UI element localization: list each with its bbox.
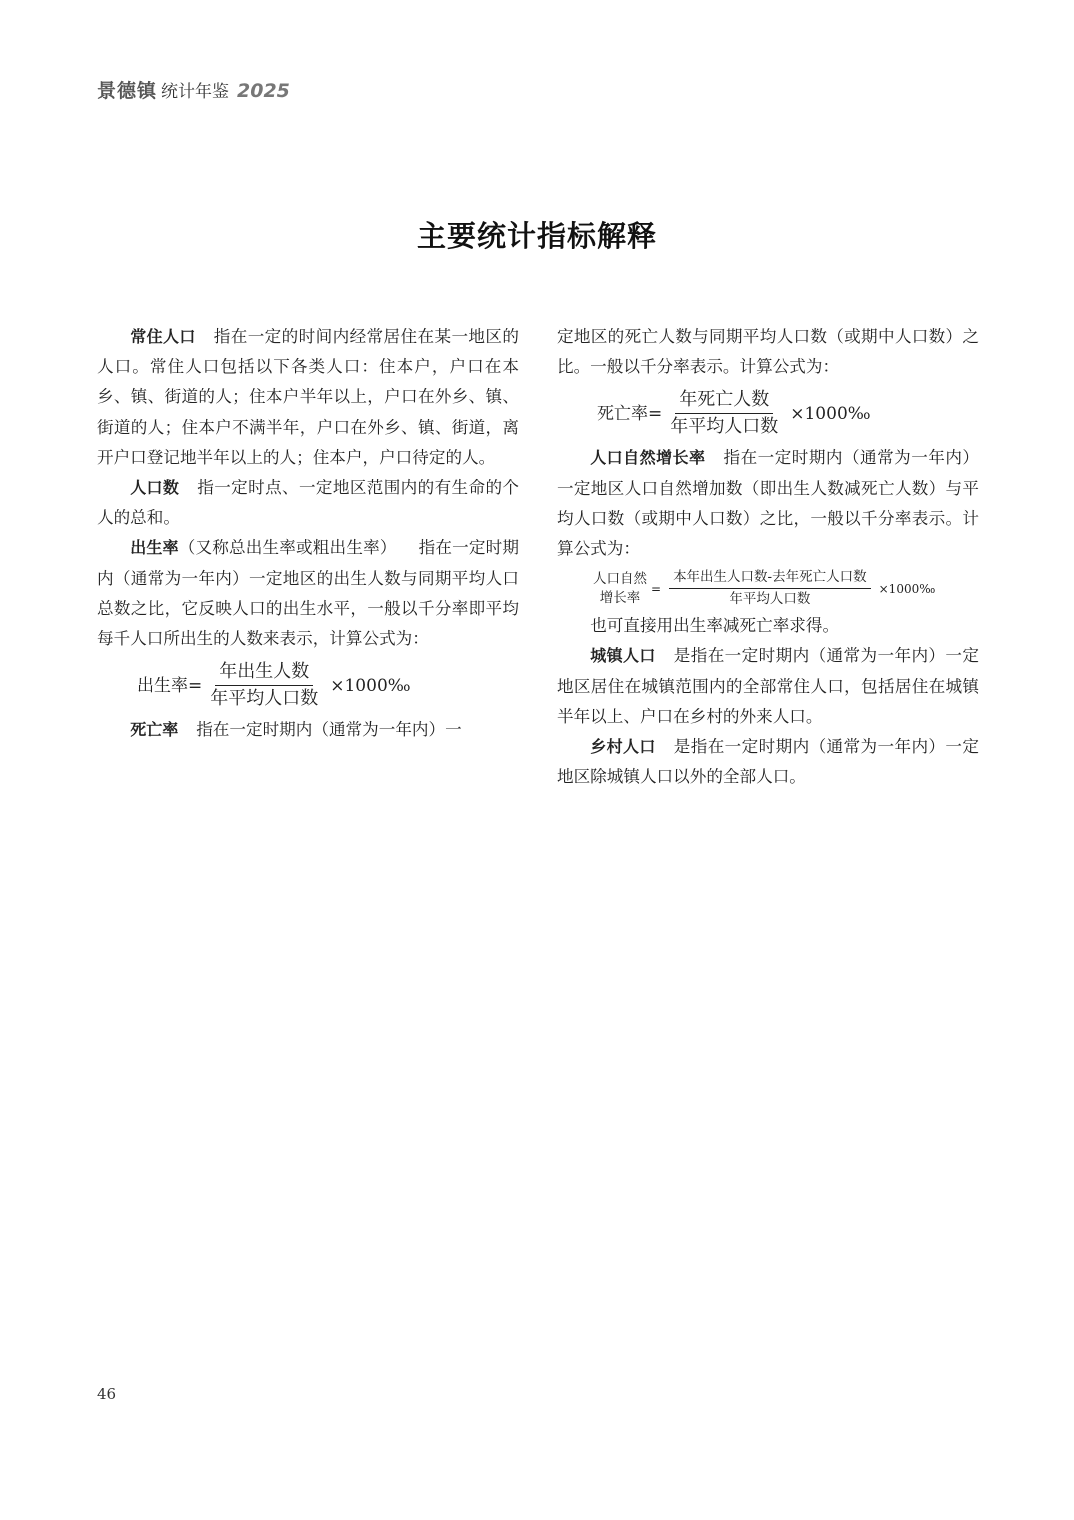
formula-numerator: 年出生人数	[215, 660, 313, 686]
formula-numerator: 年死亡人数	[675, 388, 773, 414]
formula-denominator: 年平均人口数	[210, 688, 319, 710]
formula-birth-rate	[137, 660, 519, 711]
formula-fraction	[666, 388, 782, 439]
header-book-title: 统计年鉴	[161, 82, 230, 102]
definition-chusheng	[97, 533, 519, 654]
definition-ziran	[557, 443, 979, 564]
formula-numerator: 本年出生人口数-去年死亡人口数	[669, 568, 871, 589]
definition-text: 指在一定时期内（通常为一年内）一定地区人口自然增加数（即出生人数减死亡人数）与平均人口数（或期中人口数）之比，一般以千分率表示。计算公式为：	[557, 448, 979, 559]
definition-changzhu	[97, 322, 519, 473]
header-brand: 景德镇	[97, 80, 158, 102]
page-title: 主要统计指标解释	[416, 219, 657, 253]
definition-text: 指一定时点、一定地区范围内的有生命的个人的总和。	[97, 478, 519, 528]
formula-equals: =	[651, 581, 662, 596]
formula-lhs: 死亡率	[597, 403, 648, 424]
definition-text: 指在一定的时间内经常居住在某一地区的人口。常住人口包括以下各类人口：住本户，户口在本乡、镇、街道的人；住本户半年以上，户口在外乡、镇、街道的人；住本户不满半年，户口在外乡、镇、街道，离开户口登记地半年以上的人；住本户，户口待定的人。	[97, 327, 519, 467]
formula-fraction	[669, 568, 871, 609]
term-label: 城镇人口	[590, 646, 656, 666]
right-column	[557, 322, 979, 792]
running-header	[97, 76, 290, 103]
page-number: 46	[97, 1385, 117, 1403]
term-label: 出生率	[130, 538, 179, 558]
formula-equals: =	[188, 675, 203, 696]
definition-renkoushu	[97, 473, 519, 533]
definition-text: 指在一定时期内（通常为一年内）一	[196, 720, 462, 740]
definition-xiangcun	[557, 732, 979, 792]
formula-fraction	[206, 660, 322, 711]
header-year: 2025	[237, 80, 290, 102]
formula-multiplier: ×1000‰	[790, 403, 871, 424]
term-label: 人口数	[130, 478, 180, 498]
definition-text: 是指在一定时期内（通常为一年内）一定地区除城镇人口以外的全部人口。	[557, 737, 979, 787]
formula-alternative-note: 也可直接用出生率减死亡率求得。	[590, 616, 840, 636]
formula-multiplier: ×1000‰	[878, 581, 936, 596]
formula-denominator: 年平均人口数	[729, 591, 811, 608]
definition-siwang-continued: 定地区的死亡人数与同期平均人口数（或期中人口数）之比。一般以千分率表示。计算公式为：	[557, 327, 979, 377]
formula-lhs-line2: 增长率	[599, 589, 641, 606]
term-label: 常住人口	[130, 327, 196, 346]
definition-text: 指在一定时期内（通常为一年内）一定地区的出生人数与同期平均人口总数之比，它反映人口的出生水平，一般以千分率即平均每千人口所出生的人数来表示，计算公式为：	[97, 538, 520, 649]
formula-equals: =	[648, 403, 663, 424]
term-label: 乡村人口	[590, 737, 656, 757]
formula-lhs	[593, 570, 647, 608]
definition-chengzhen	[557, 641, 979, 732]
formula-denominator: 年平均人口数	[670, 416, 779, 438]
formula-lhs: 出生率	[137, 675, 188, 696]
formula-death-rate	[597, 388, 979, 439]
formula-lhs-line1: 人口自然	[593, 570, 647, 587]
term-label: 死亡率	[130, 720, 179, 740]
term-note: （又称总出生率或粗出生率）	[178, 538, 397, 558]
definition-siwang	[97, 715, 519, 745]
left-column	[97, 322, 519, 745]
term-label: 人口自然增长率	[590, 448, 706, 468]
formula-multiplier: ×1000‰	[330, 675, 411, 696]
formula-natural-growth-rate	[593, 568, 979, 609]
definition-text: 是指在一定时期内（通常为一年内）一定地区居住在城镇范围内的全部常住人口，包括居住在城镇半年以上、户口在乡村的外来人口。	[557, 646, 979, 726]
